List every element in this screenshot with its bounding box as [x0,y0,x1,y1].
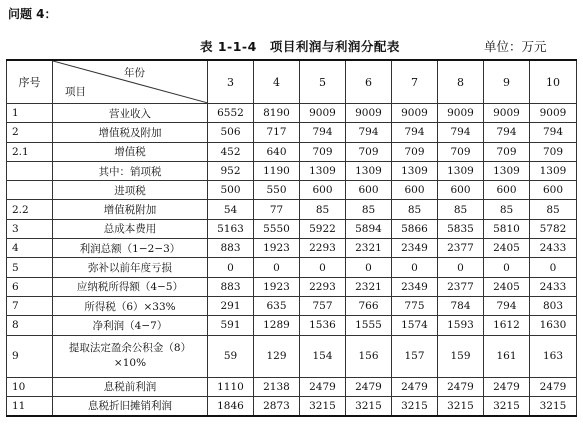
value-cell: 709 [530,142,577,161]
value-cell: 1923 [254,239,300,258]
value-cell: 803 [530,296,577,315]
value-cell: 500 [208,181,254,200]
value-cell: 0 [530,258,577,277]
value-cell: 2479 [530,377,577,396]
value-cell: 1309 [438,161,484,180]
row-item-label: 息税折旧摊销利润 [53,396,208,415]
row-item-label: 弥补以前年度亏损 [53,258,208,277]
value-cell: 635 [254,296,300,315]
value-cell: 5894 [346,219,392,238]
row-number: 10 [7,377,53,396]
row-item-label: 应纳税所得额（4−5） [53,277,208,296]
table-row [7,258,577,277]
table-row [7,181,577,200]
value-cell: 757 [300,296,346,315]
header-year: 3 [208,60,254,104]
table-row [7,377,577,396]
row-item-label: 所得税（6）×33% [53,296,208,315]
value-cell: 3215 [530,396,577,415]
table-row [7,200,577,219]
value-cell: 1593 [438,316,484,335]
value-cell: 0 [208,258,254,277]
value-cell: 600 [392,181,438,200]
value-cell: 794 [392,123,438,142]
value-cell: 1190 [254,161,300,180]
value-cell: 54 [208,200,254,219]
header-year: 5 [300,60,346,104]
question-label: 问题 4： [8,7,57,21]
header-row [7,60,577,104]
value-cell: 1574 [392,316,438,335]
value-cell: 5922 [300,219,346,238]
row-number [7,161,53,180]
value-cell: 0 [438,258,484,277]
row-number [7,181,53,200]
value-cell: 794 [530,123,577,142]
value-cell: 0 [300,258,346,277]
value-cell: 506 [208,123,254,142]
value-cell: 2293 [300,277,346,296]
header-year: 8 [438,60,484,104]
row-number: 5 [7,258,53,277]
value-cell: 9009 [392,104,438,123]
profit-distribution-table [6,59,577,417]
value-cell: 0 [254,258,300,277]
value-cell: 3215 [300,396,346,415]
value-cell: 85 [392,200,438,219]
row-item-label: 增值税 [53,142,208,161]
value-cell: 883 [208,277,254,296]
value-cell: 2433 [530,239,577,258]
row-number: 7 [7,296,53,315]
value-cell: 291 [208,296,254,315]
value-cell: 794 [484,123,530,142]
value-cell: 709 [484,142,530,161]
row-item-label: 提取法定盈余公积金（8）×10% [53,335,208,377]
row-item-label: 总成本费用 [53,219,208,238]
table-caption [0,37,583,55]
table-row [7,335,577,377]
value-cell: 766 [346,296,392,315]
value-cell: 2479 [300,377,346,396]
value-cell: 2349 [392,277,438,296]
header-diagonal-cell [53,60,208,104]
table-row [7,396,577,415]
value-cell: 600 [346,181,392,200]
value-cell: 952 [208,161,254,180]
row-number: 9 [7,335,53,377]
value-cell: 1309 [346,161,392,180]
value-cell: 550 [254,181,300,200]
value-cell: 2479 [346,377,392,396]
value-cell: 2479 [484,377,530,396]
value-cell: 129 [254,335,300,377]
value-cell: 156 [346,335,392,377]
value-cell: 1846 [208,396,254,415]
value-cell: 717 [254,123,300,142]
value-cell: 452 [208,142,254,161]
value-cell: 77 [254,200,300,219]
row-item-label: 利润总额（1−2−3） [53,239,208,258]
row-item-label: 增值税附加 [53,200,208,219]
row-number: 4 [7,239,53,258]
header-no: 序号 [7,60,53,104]
value-cell: 85 [346,200,392,219]
value-cell: 784 [438,296,484,315]
value-cell: 3215 [438,396,484,415]
row-item-label: 息税前利润 [53,377,208,396]
value-cell: 0 [346,258,392,277]
value-cell: 9009 [300,104,346,123]
table-row [7,123,577,142]
value-cell: 161 [484,335,530,377]
unit-label: 单位：万元 [484,39,547,54]
header-year: 9 [484,60,530,104]
value-cell: 159 [438,335,484,377]
value-cell: 2405 [484,277,530,296]
row-item-label: 净利润（4−7） [53,316,208,335]
value-cell: 9009 [438,104,484,123]
value-cell: 85 [530,200,577,219]
value-cell: 2433 [530,277,577,296]
value-cell: 85 [300,200,346,219]
value-cell: 59 [208,335,254,377]
value-cell: 794 [346,123,392,142]
table-row [7,277,577,296]
value-cell: 794 [484,296,530,315]
table-row [7,142,577,161]
value-cell: 2321 [346,239,392,258]
value-cell: 5163 [208,219,254,238]
value-cell: 1923 [254,277,300,296]
value-cell: 2479 [392,377,438,396]
value-cell: 2321 [346,277,392,296]
value-cell: 709 [300,142,346,161]
value-cell: 2377 [438,277,484,296]
row-number: 3 [7,219,53,238]
value-cell: 6552 [208,104,254,123]
header-year: 7 [392,60,438,104]
value-cell: 9009 [484,104,530,123]
row-item-label: 其中：销项税 [53,161,208,180]
value-cell: 794 [438,123,484,142]
value-cell: 5782 [530,219,577,238]
row-number: 2.1 [7,142,53,161]
table-body [7,104,577,416]
value-cell: 5835 [438,219,484,238]
table-row [7,219,577,238]
value-cell: 709 [392,142,438,161]
value-cell: 2138 [254,377,300,396]
row-number: 11 [7,396,53,415]
value-cell: 1289 [254,316,300,335]
value-cell: 9009 [346,104,392,123]
table-row [7,296,577,315]
value-cell: 1536 [300,316,346,335]
table-row [7,104,577,123]
value-cell: 1555 [346,316,392,335]
value-cell: 3215 [346,396,392,415]
value-cell: 709 [346,142,392,161]
value-cell: 85 [438,200,484,219]
value-cell: 1110 [208,377,254,396]
value-cell: 0 [392,258,438,277]
value-cell: 600 [300,181,346,200]
value-cell: 2377 [438,239,484,258]
value-cell: 5550 [254,219,300,238]
value-cell: 163 [530,335,577,377]
header-item-label: 项目 [65,86,86,98]
value-cell: 2873 [254,396,300,415]
table-row [7,161,577,180]
value-cell: 591 [208,316,254,335]
value-cell: 8190 [254,104,300,123]
value-cell: 640 [254,142,300,161]
value-cell: 3215 [392,396,438,415]
value-cell: 794 [300,123,346,142]
value-cell: 709 [438,142,484,161]
table-row [7,316,577,335]
row-number: 8 [7,316,53,335]
table-row [7,239,577,258]
value-cell: 9009 [530,104,577,123]
value-cell: 600 [484,181,530,200]
row-number: 1 [7,104,53,123]
row-item-label: 营业收入 [53,104,208,123]
header-year: 4 [254,60,300,104]
value-cell: 154 [300,335,346,377]
value-cell: 0 [484,258,530,277]
row-number: 6 [7,277,53,296]
header-year: 6 [346,60,392,104]
table-title: 表 1-1-4 项目利润与利润分配表 [200,39,400,54]
value-cell: 1309 [300,161,346,180]
row-item-label: 进项税 [53,181,208,200]
value-cell: 1309 [484,161,530,180]
row-item-label: 增值税及附加 [53,123,208,142]
value-cell: 1630 [530,316,577,335]
value-cell: 5810 [484,219,530,238]
value-cell: 883 [208,239,254,258]
value-cell: 157 [392,335,438,377]
value-cell: 85 [484,200,530,219]
value-cell: 775 [392,296,438,315]
row-number: 2.2 [7,200,53,219]
value-cell: 2405 [484,239,530,258]
row-number: 2 [7,123,53,142]
value-cell: 2349 [392,239,438,258]
value-cell: 1612 [484,316,530,335]
value-cell: 600 [530,181,577,200]
header-year: 10 [530,60,577,104]
value-cell: 2293 [300,239,346,258]
value-cell: 2479 [438,377,484,396]
value-cell: 3215 [484,396,530,415]
value-cell: 5866 [392,219,438,238]
header-year-label: 年份 [124,67,145,79]
value-cell: 1309 [392,161,438,180]
value-cell: 600 [438,181,484,200]
value-cell: 1309 [530,161,577,180]
